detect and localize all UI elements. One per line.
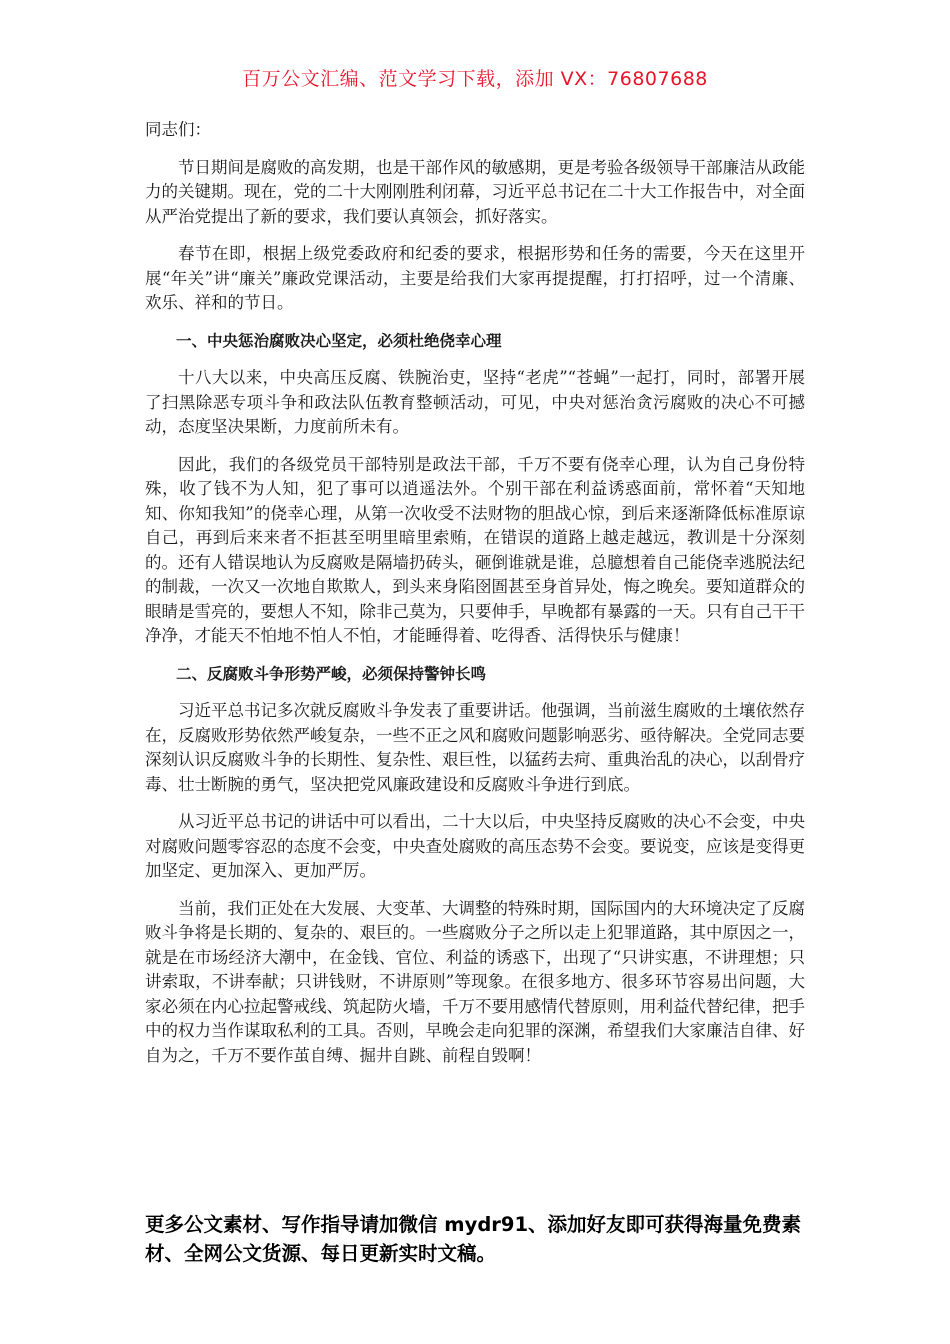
footer-advertisement: 更多公文素材、写作指导请加微信 mydr91、添加好友即可获得海量免费素材、全网公文货源、每日更新实时文稿。 [145, 1213, 802, 1265]
section-2-paragraph-2: 从习近平总书记的讲话中可以看出，二十大以后，中央坚持反腐败的决心不会变，中央对腐败问题零容忍的态度不会变，中央查处腐败的高压态势不会变。要说变，应该是变得更加坚定、更加深入、更加严厉。 [145, 812, 805, 880]
section-2-paragraph-3: 当前，我们正处在大发展、大变革、大调整的特殊时期，国际国内的大环境决定了反腐败斗争将是长期的、复杂的、艰巨的。一些腐败分子之所以走上犯罪道路，其中原因之一，就是在市场经济大潮中，在金钱、官位、利益的诱惑下，出现了“只讲实惠，不讲理想；只讲索取，不讲奉献；只讲钱财，不讲原则”等现象。在很多地方、很多环节容易出问题，大家必须在内心拉起警戒线、筑起防火墙，千万不要用感情代替原则，用利益代替纪律，把手中的权力当作谋取私利的工具。否则，早晚会走向犯罪的深渊，希望我们大家廉洁自律、好自为之，千万不要作茧自缚、掘井自跳、前程自毁啊！ [145, 898, 805, 1065]
section-2-paragraph-1: 习近平总书记多次就反腐败斗争发表了重要讲话。他强调，当前滋生腐败的土壤依然存在，反腐败形势依然严峻复杂，一些不正之风和腐败问题影响恶劣、亟待解决。全党同志要深刻认识反腐败斗争的长期性、复杂性、艰巨性，以猛药去疴、重典治乱的决心，以刮骨疗毒、壮士断腕的勇气，坚决把党风廉政建设和反腐败斗争进行到底。 [145, 701, 805, 794]
header-banner: 百万公文汇编、范文学习下载，添加 VX：76807688 [242, 68, 708, 90]
intro-paragraph-1: 节日期间是腐败的高发期，也是干部作风的敏感期，更是考验各级领导干部廉洁从政能力的关键期。现在，党的二十大刚刚胜利闭幕，习近平总书记在二十大工作报告中，对全面从严治党提出了新的要求，我们要认真领会，抓好落实。 [145, 157, 805, 226]
salutation: 同志们： [145, 120, 211, 139]
section-1-paragraph-1: 十八大以来，中央高压反腐、铁腕治吏，坚持“老虎”“苍蝇”一起打，同时，部署开展了扫黑除恶专项斗争和政法队伍教育整顿活动，可见，中央对惩治贪污腐败的决心不可撼动，态度坚决果断，力度前所未有。 [145, 368, 805, 436]
section-1-heading: 一、中央惩治腐败决心坚定，必须杜绝侥幸心理 [176, 331, 502, 350]
intro-paragraph-2: 春节在即，根据上级党委政府和纪委的要求，根据形势和任务的需要，今天在这里开展“年关”讲“廉关”廉政党课活动，主要是给我们大家再提提醒，打打招呼，过一个清廉、欢乐、祥和的节日。 [145, 244, 805, 312]
document-body [145, 118, 805, 1081]
section-1-paragraph-2: 因此，我们的各级党员干部特别是政法干部，千万不要有侥幸心理，认为自己身份特殊，收了钱不为人知，犯了事可以逍遥法外。个别干部在利益诱惑面前，常怀着“天知地知、你知我知”的侥幸心理，从第一次收受不法财物的胆战心惊，到后来逐渐降低标准原谅自己，再到后来来者不拒甚至明里暗里索贿，在错误的道路上越走越远，教训是十分深刻的。还有人错误地认为反腐败是隔墙扔砖头，砸倒谁就是谁，总臆想着自己能侥幸逃脱法纪的制裁，一次又一次地自欺欺人，到头来身陷囹圄甚至身首异处，悔之晚矣。要知道群众的眼睛是雪亮的，要想人不知，除非己莫为，只要伸手，早晚都有暴露的一天。只有自己干干净净，才能天不怕地不怕人不怕，才能睡得着、吃得香、活得快乐与健康！ [145, 454, 805, 645]
section-2-heading: 二、反腐败斗争形势严峻，必须保持警钟长鸣 [176, 664, 487, 683]
